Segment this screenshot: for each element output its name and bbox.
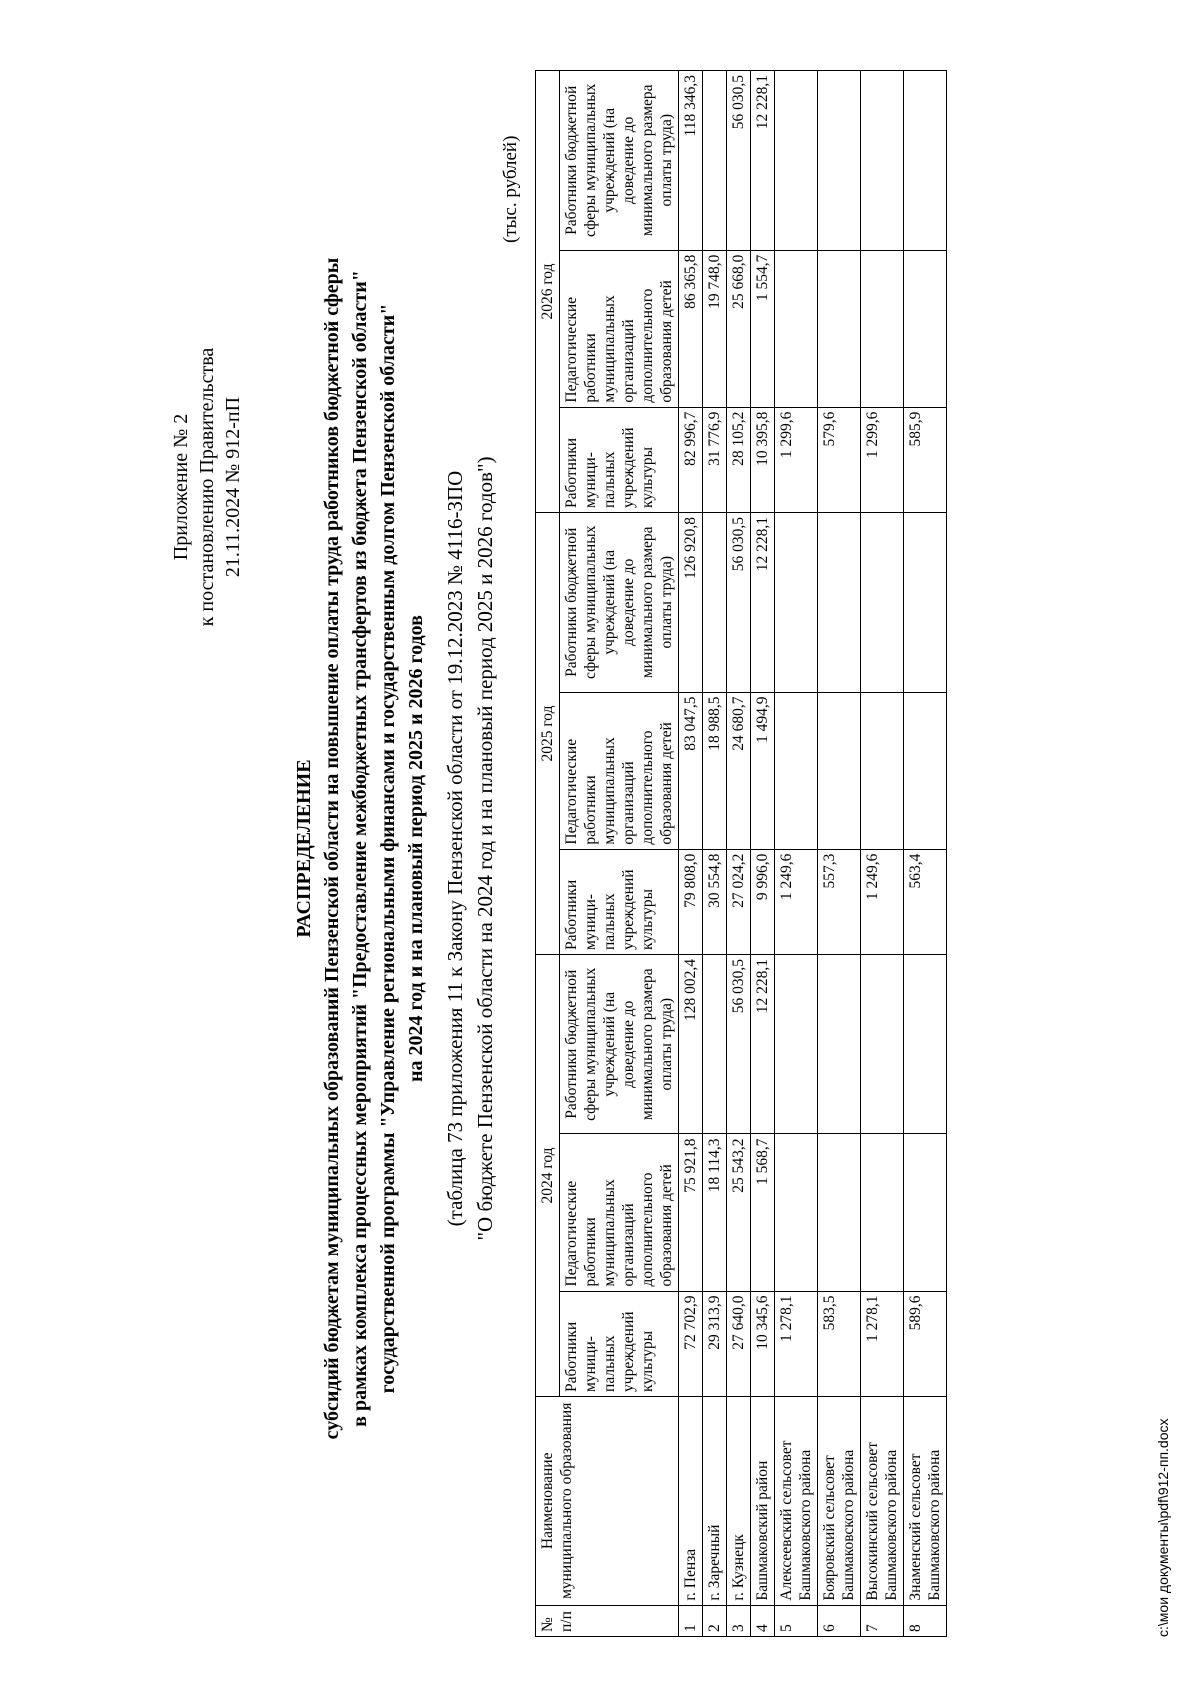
- year-header: 2024 год: [536, 955, 560, 1397]
- subheader-teachers: Педагогические работники муниципальных организаций дополнительного образования детей: [560, 1134, 679, 1291]
- value-cell: [861, 250, 904, 407]
- value-cell: [904, 692, 947, 849]
- value-cell: [904, 513, 947, 693]
- value-cell: 24 680,7: [727, 692, 751, 849]
- row-name: Алексеевский сельсовет Башмаковского района: [775, 1396, 818, 1605]
- value-cell: [861, 955, 904, 1135]
- subheader-budget: Работники бюджетной сферы муниципальных учреждений (на доведение до минимального размера оплаты труда): [560, 71, 679, 251]
- row-name: Башмаковский район: [751, 1396, 775, 1605]
- table-row: [861, 71, 904, 1637]
- value-cell: [861, 71, 904, 251]
- value-cell: 118 346,3: [679, 71, 703, 251]
- value-cell: 12 228,1: [751, 71, 775, 251]
- value-cell: [861, 692, 904, 849]
- appendix-header: [168, 277, 246, 697]
- row-number: 1: [679, 1605, 703, 1636]
- row-number: 5: [775, 1605, 818, 1636]
- appendix-number: Приложение № 2: [170, 413, 192, 561]
- value-cell: [775, 955, 818, 1135]
- value-cell: [703, 71, 727, 251]
- table-row: [751, 71, 775, 1637]
- value-cell: 557,3: [818, 849, 861, 954]
- row-number: 4: [751, 1605, 775, 1636]
- value-cell: 10 345,6: [751, 1291, 775, 1396]
- title-line: в рамках комплекса процессных мероприятий "Предоставление межбюджетных трансфертов из бюджета Пензенской области": [349, 270, 371, 1427]
- subheader-teachers: Педагогические работники муниципальных организаций дополнительного образования детей: [560, 250, 679, 407]
- value-cell: [818, 955, 861, 1135]
- year-header: 2026 год: [536, 71, 560, 513]
- table-row: [818, 71, 861, 1637]
- document-title: [290, 0, 430, 1697]
- row-number: 3: [727, 1605, 751, 1636]
- distribution-table: [535, 70, 947, 1637]
- subtitle-line: "О бюджете Пензенской области на 2024 год и на плановый период 2025 и 2026 годов"): [473, 456, 497, 1241]
- row-name: Бояровский сельсовет Башмаковского района: [818, 1396, 861, 1605]
- value-cell: 12 228,1: [751, 955, 775, 1135]
- value-cell: 128 002,4: [679, 955, 703, 1135]
- row-number: 8: [904, 1605, 947, 1636]
- value-cell: 1 278,1: [861, 1291, 904, 1396]
- value-cell: [818, 513, 861, 693]
- subheader-culture: Работники муници-пальных учреждений культуры: [560, 1291, 679, 1396]
- appendix-reference: к постановлению Правительства: [196, 347, 218, 627]
- table-row: [679, 71, 703, 1637]
- value-cell: 583,5: [818, 1291, 861, 1396]
- value-cell: [818, 71, 861, 251]
- value-cell: 30 554,8: [703, 849, 727, 954]
- value-cell: [703, 513, 727, 693]
- title-line: на 2024 год и на плановый период 2025 и 2026 годов: [405, 615, 427, 1082]
- value-cell: 86 365,8: [679, 250, 703, 407]
- value-cell: [861, 513, 904, 693]
- value-cell: [904, 250, 947, 407]
- row-number: 6: [818, 1605, 861, 1636]
- value-cell: 18 114,3: [703, 1134, 727, 1291]
- value-cell: 83 047,5: [679, 692, 703, 849]
- value-cell: 589,6: [904, 1291, 947, 1396]
- year-header: 2025 год: [536, 513, 560, 955]
- value-cell: 79 808,0: [679, 849, 703, 954]
- value-cell: [775, 513, 818, 693]
- row-number: 2: [703, 1605, 727, 1636]
- value-cell: [861, 1134, 904, 1291]
- value-cell: [775, 1134, 818, 1291]
- value-cell: 28 105,2: [727, 407, 751, 512]
- value-cell: [775, 250, 818, 407]
- value-cell: 25 543,2: [727, 1134, 751, 1291]
- title-line: субсидий бюджетам муниципальных образований Пензенской области на повышение оплаты труда работников бюджетной сферы: [321, 257, 343, 1440]
- row-name: г. Заречный: [703, 1396, 727, 1605]
- value-cell: 19 748,0: [703, 250, 727, 407]
- value-cell: 1 299,6: [775, 407, 818, 512]
- value-cell: 579,6: [818, 407, 861, 512]
- value-cell: 1 568,7: [751, 1134, 775, 1291]
- value-cell: 1 299,6: [861, 407, 904, 512]
- value-cell: [775, 692, 818, 849]
- row-name: Знаменский сельсовет Башмаковского района: [904, 1396, 947, 1605]
- value-cell: 82 996,7: [679, 407, 703, 512]
- value-cell: 56 030,5: [727, 955, 751, 1135]
- value-cell: [818, 1134, 861, 1291]
- value-cell: 563,4: [904, 849, 947, 954]
- value-cell: [904, 71, 947, 251]
- column-header-number: № п/п: [536, 1605, 679, 1636]
- value-cell: 1 554,7: [751, 250, 775, 407]
- value-cell: [818, 692, 861, 849]
- subheader-culture: Работники муници-пальных учреждений культуры: [560, 849, 679, 954]
- table-row: [775, 71, 818, 1637]
- table-row: [703, 71, 727, 1637]
- row-name: Высокинский сельсовет Башмаковского района: [861, 1396, 904, 1605]
- title-line: государственной программы "Управление региональными финансами и государственным долгом Пензенской области": [377, 303, 399, 1394]
- subheader-culture: Работники муници-пальных учреждений культуры: [560, 407, 679, 512]
- value-cell: 18 988,5: [703, 692, 727, 849]
- value-cell: [703, 955, 727, 1135]
- value-cell: [904, 1134, 947, 1291]
- value-cell: 585,9: [904, 407, 947, 512]
- table-row: [727, 71, 751, 1637]
- value-cell: 10 395,8: [751, 407, 775, 512]
- value-cell: [904, 955, 947, 1135]
- value-cell: 75 921,8: [679, 1134, 703, 1291]
- appendix-date: 21.11.2024 № 912-пП: [222, 396, 244, 578]
- value-cell: 29 313,9: [703, 1291, 727, 1396]
- value-cell: 1 249,6: [775, 849, 818, 954]
- row-name: г. Пенза: [679, 1396, 703, 1605]
- value-cell: [775, 71, 818, 251]
- value-cell: 27 024,2: [727, 849, 751, 954]
- row-number: 7: [861, 1605, 904, 1636]
- document-subtitle: [440, 0, 500, 1697]
- value-cell: 27 640,0: [727, 1291, 751, 1396]
- value-cell: 56 030,5: [727, 71, 751, 251]
- value-cell: 1 278,1: [775, 1291, 818, 1396]
- value-cell: 1 494,9: [751, 692, 775, 849]
- title-heading: РАСПРЕДЕЛЕНИЕ: [293, 759, 315, 938]
- value-cell: 25 668,0: [727, 250, 751, 407]
- unit-label: (тыс. рублей): [500, 135, 521, 243]
- value-cell: [818, 250, 861, 407]
- subtitle-line: (таблица 73 приложения 11 к Закону Пензенской области от 19.12.2023 № 4116-ЗПО: [443, 470, 467, 1227]
- file-path-footer: c:\мои документы\pdf\912-пп.docx: [1155, 1418, 1171, 1637]
- column-header-name: Наименование муниципального образования: [536, 1396, 679, 1605]
- table-row: [904, 71, 947, 1637]
- subheader-budget: Работники бюджетной сферы муниципальных учреждений (на доведение до минимального размера оплаты труда): [560, 513, 679, 693]
- value-cell: 72 702,9: [679, 1291, 703, 1396]
- row-name: г. Кузнецк: [727, 1396, 751, 1605]
- value-cell: 56 030,5: [727, 513, 751, 693]
- value-cell: 31 776,9: [703, 407, 727, 512]
- value-cell: 1 249,6: [861, 849, 904, 954]
- value-cell: 9 996,0: [751, 849, 775, 954]
- value-cell: 12 228,1: [751, 513, 775, 693]
- value-cell: 126 920,8: [679, 513, 703, 693]
- subheader-teachers: Педагогические работники муниципальных организаций дополнительного образования детей: [560, 692, 679, 849]
- subheader-budget: Работники бюджетной сферы муниципальных учреждений (на доведение до минимального размера оплаты труда): [560, 955, 679, 1135]
